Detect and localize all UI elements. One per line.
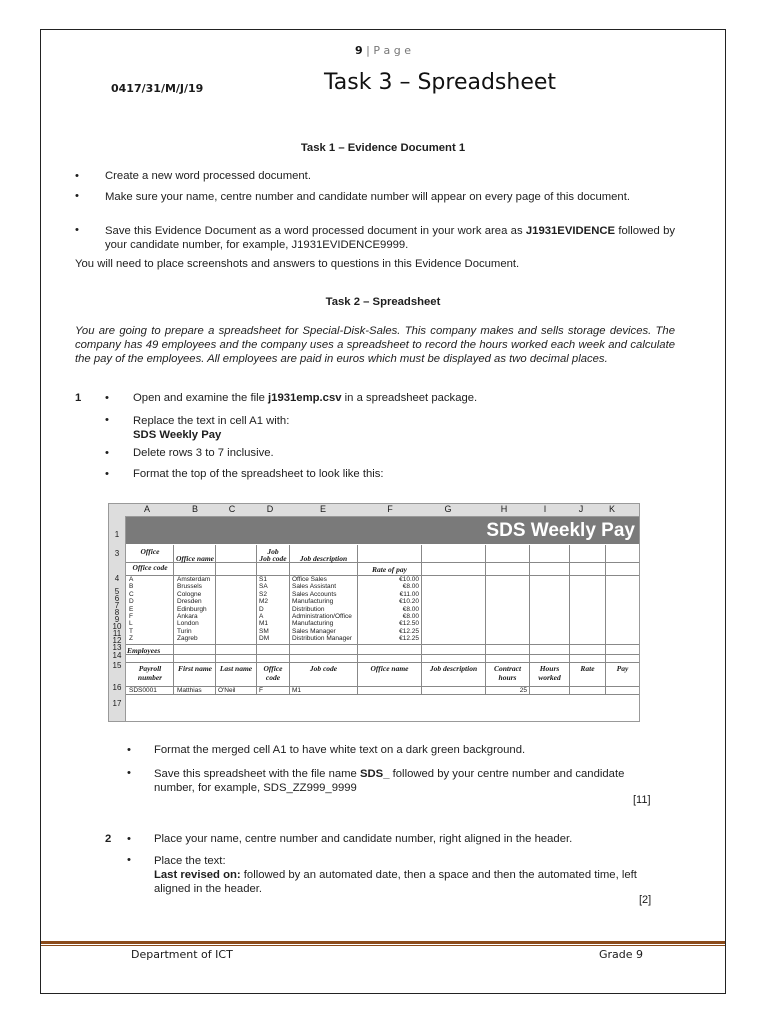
bullet: • [75, 224, 79, 236]
bullet: • [127, 744, 131, 756]
office-cell-job: M1 [259, 620, 269, 628]
spreadsheet-example [108, 503, 640, 722]
col-i: I [543, 504, 547, 514]
office-cell-rate: €12.50 [399, 620, 419, 628]
row-7: 7 [114, 601, 120, 610]
office-cell-job: S2 [259, 590, 267, 598]
office-cell-name: Zagreb [177, 635, 198, 643]
office-cell-name: Amsterdam [177, 576, 211, 583]
employee-header-cell: Hours worked [538, 664, 561, 682]
header-office: Office [140, 547, 160, 556]
employee-header-cell: First name [178, 664, 212, 673]
office-cell-code: D [129, 598, 134, 606]
employee-cell: O'Neil [218, 687, 236, 694]
col-c: C [228, 504, 236, 514]
page-title: Task 3 – Spreadsheet [324, 70, 557, 95]
employee-header-cell: Office name [370, 664, 409, 673]
grid-line [126, 694, 639, 695]
col-j: J [578, 504, 584, 514]
office-cell-job: S1 [259, 576, 267, 583]
office-cell-code: C [129, 590, 134, 598]
office-cell-desc: Manufacturing [292, 620, 334, 628]
banner-text: SDS Weekly Pay [486, 520, 635, 541]
row-4: 4 [114, 574, 120, 583]
bullet: • [105, 468, 109, 480]
header-rate-of-pay: Rate of pay [372, 565, 407, 574]
bullet: • [127, 767, 131, 779]
row-6: 6 [114, 594, 120, 603]
footer-rule-thin [41, 945, 725, 946]
row-5: 5 [114, 587, 120, 596]
grid-line [126, 644, 639, 645]
header-job-code: Job code [259, 554, 287, 563]
office-cell-name: Dresden [177, 598, 202, 606]
header-office-code: Office code [132, 563, 168, 572]
employees-label: Employees [127, 646, 161, 655]
q2-bullet2: Place the text: Last revised on: followed by an automated date, then a space and then the automated time, left aligned in the header. [154, 855, 637, 895]
col-g: G [444, 504, 452, 514]
office-cell-code: B [129, 583, 134, 591]
footer-rule [41, 941, 725, 944]
col-h: H [500, 504, 508, 514]
task1-bullet1: Create a new word processed document. [105, 170, 311, 182]
question-1-number: 1 [75, 392, 82, 404]
employee-cell: SDS0001 [129, 687, 157, 694]
office-cell-job: SM [259, 627, 269, 635]
office-cell-code: E [129, 605, 134, 613]
bullet: • [75, 190, 79, 202]
employee-header-cell: Rate [580, 664, 595, 673]
bullet: • [105, 392, 109, 404]
q2-marks: [2] [639, 894, 652, 906]
office-cell-desc: Distribution [292, 605, 325, 613]
paper-code: 0417/31/M/J/19 [111, 82, 204, 95]
office-cell-rate: €8.00 [402, 613, 419, 620]
col-f: F [387, 504, 393, 514]
q1-bullet5: Format the merged cell A1 to have white text on a dark green background. [154, 744, 526, 756]
office-cell-name: London [177, 620, 199, 628]
employee-header-cell: Last name [219, 664, 253, 673]
office-cell-desc: Sales Accounts [292, 590, 337, 598]
q1-bullet4: Format the top of the spreadsheet to look like this: [133, 468, 384, 480]
row-3: 3 [114, 549, 120, 558]
column-headers [109, 504, 639, 517]
task1-bullet2: Make sure your name, centre number and candidate number will appear on every page of this document. [105, 191, 630, 203]
office-cell-rate: €8.00 [402, 605, 419, 613]
employee-header-cell: Job description [429, 664, 478, 673]
row-9: 9 [114, 615, 120, 624]
row-17: 17 [112, 699, 122, 708]
row-14: 14 [112, 651, 122, 660]
office-cell-name: Edinburgh [177, 605, 207, 613]
header-job-description: Job description [299, 554, 348, 563]
col-k: K [608, 504, 615, 514]
question-2-number: 2 [105, 833, 112, 845]
office-cell-rate: €11.00 [399, 590, 419, 598]
col-b: B [191, 504, 198, 514]
office-cell-rate: €10.00 [399, 576, 419, 583]
row-16: 16 [112, 683, 122, 692]
page-number: 9 | P a g e [355, 44, 411, 57]
q1-marks: [11] [633, 794, 651, 806]
employee-cell: M1 [292, 687, 302, 694]
office-cell-code: F [129, 613, 133, 620]
grid-line [126, 654, 639, 655]
task1-heading: Task 1 – Evidence Document 1 [300, 142, 466, 154]
col-a: A [143, 504, 150, 514]
office-cell-desc: Manufacturing [292, 598, 334, 606]
task2-intro: You are going to prepare a spreadsheet for Special-Disk-Sales. This company makes and sells storage devices. The company has 49 employees and the company uses a spreadsheet to record the hours worked each week and calculate the pay of the employees. All employees are paid in euros which must be displayed as two decimal places. [75, 325, 675, 365]
office-cell-name: Ankara [177, 613, 198, 620]
q1-bullet6: Save this spreadsheet with the file name SDS_ followed by your centre number and candidate number, for example, SDS_ZZ999_9999 [154, 768, 625, 794]
employee-header-cell: Office code [263, 664, 283, 682]
office-cell-job: A [259, 613, 264, 620]
office-cell-desc: Sales Assistant [292, 583, 337, 591]
row-headers [109, 516, 126, 721]
office-cell-code: Z [129, 635, 133, 643]
grid-line [126, 662, 639, 663]
row-10: 10 [112, 622, 122, 631]
task1-note: You will need to place screenshots and answers to questions in this Evidence Document. [75, 258, 520, 270]
employee-cell: 25 [519, 687, 527, 694]
header-office-name: Office name [176, 554, 214, 563]
office-cell-name: Cologne [177, 590, 202, 598]
bullet: • [105, 447, 109, 459]
office-cell-desc: Sales Manager [292, 627, 336, 635]
row-12: 12 [112, 636, 122, 645]
bullet: • [75, 170, 79, 182]
office-cell-job: SA [259, 583, 268, 591]
task2-heading: Task 2 – Spreadsheet [325, 296, 441, 308]
office-cell-code: A [129, 576, 134, 583]
grid-line [173, 545, 174, 695]
header-job: Job [267, 547, 279, 556]
col-d: D [266, 504, 274, 514]
q2-bullet1: Place your name, centre number and candidate number, right aligned in the header. [154, 833, 573, 845]
bullet: • [105, 414, 109, 426]
office-cell-job: DM [259, 635, 270, 643]
office-cell-rate: €12.25 [399, 627, 419, 635]
employee-header-cell: Payroll number [137, 664, 163, 682]
bullet: • [127, 833, 131, 845]
office-cell-code: L [129, 620, 133, 628]
footer-grade: Grade 9 [599, 948, 644, 961]
employee-header-cell: Pay [616, 664, 629, 673]
row-1: 1 [114, 530, 120, 539]
employee-cell: Matthias [177, 687, 202, 694]
office-cell-name: Brussels [177, 583, 202, 591]
q1-bullet2: Replace the text in cell A1 with: SDS Weekly Pay [133, 415, 290, 441]
bullet: • [127, 854, 131, 866]
row-11: 11 [112, 629, 122, 638]
grid-line [126, 686, 639, 687]
q1-bullet3: Delete rows 3 to 7 inclusive. [133, 447, 274, 459]
office-cell-name: Turin [177, 627, 192, 635]
employee-header-cell: Contract hours [493, 664, 522, 682]
row-13: 13 [112, 643, 122, 652]
office-cell-desc: Administration/Office [292, 613, 352, 620]
office-cell-desc: Distribution Manager [292, 635, 352, 643]
office-cell-desc: Office Sales [292, 576, 327, 583]
office-cell-job: D [259, 605, 264, 613]
row-15: 15 [112, 661, 122, 670]
task1-bullet3: Save this Evidence Document as a word processed document in your work area as J1931EVIDENCE followed by your candidate number, for example, J1931EVIDENCE9999. [105, 225, 676, 251]
office-cell-code: T [129, 627, 133, 635]
office-cell-rate: €12.25 [399, 635, 419, 643]
col-e: E [319, 504, 326, 514]
page [40, 29, 726, 994]
office-cell-job: M2 [259, 598, 269, 606]
merged-title-cell [126, 517, 639, 544]
q1-bullet1: Open and examine the file j1931emp.csv in a spreadsheet package. [133, 392, 478, 404]
employee-header-cell: Job code [309, 664, 338, 673]
employee-cell: F [259, 687, 263, 694]
office-cell-rate: €10.20 [399, 598, 419, 606]
office-cell-rate: €8.00 [402, 583, 419, 591]
row-8: 8 [114, 608, 120, 617]
footer-department: Department of ICT [131, 948, 233, 961]
